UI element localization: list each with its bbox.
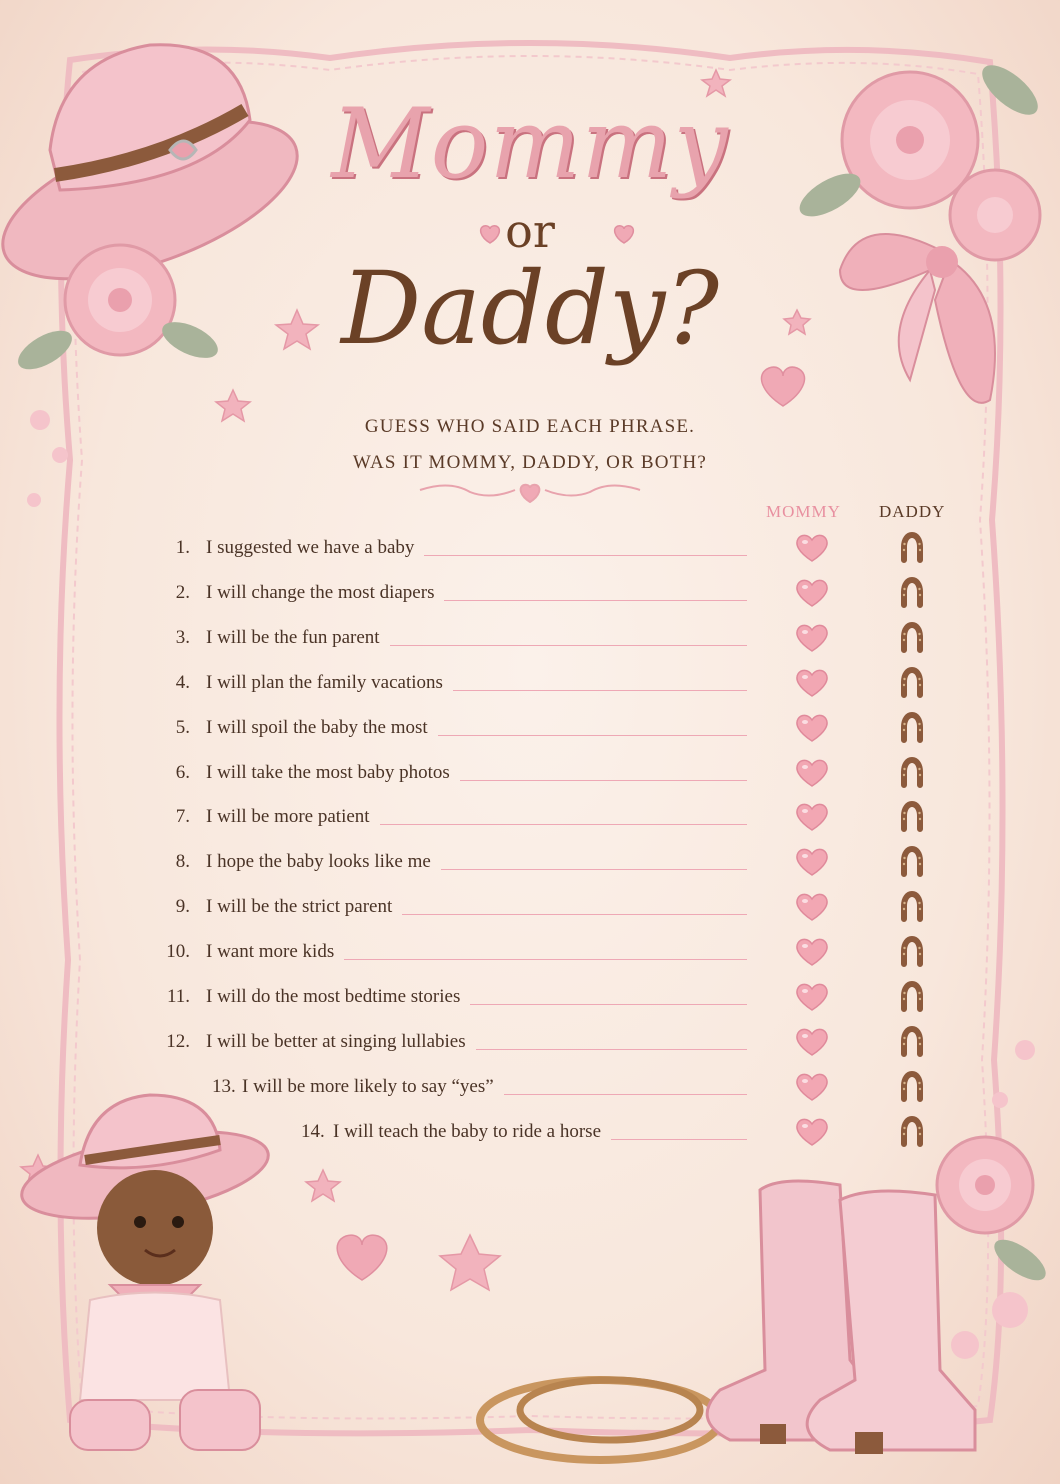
question-number: 6. — [175, 761, 190, 783]
question-number: 13. — [212, 1075, 236, 1097]
question-row — [0, 1076, 1060, 1106]
question-row — [0, 1031, 1060, 1061]
heart-icon[interactable] — [795, 1027, 829, 1057]
horseshoe-icon[interactable] — [896, 890, 928, 922]
answer-line[interactable] — [424, 555, 747, 556]
column-header-mommy: MOMMY — [766, 502, 841, 521]
answer-line[interactable] — [380, 824, 747, 825]
horseshoe-icon[interactable] — [896, 1115, 928, 1147]
heart-icon[interactable] — [795, 668, 829, 698]
question-number: 5. — [175, 716, 190, 738]
question-row — [0, 896, 1060, 926]
question-text: I will change the most diapers — [206, 581, 435, 603]
horseshoe-icon[interactable] — [896, 531, 928, 563]
question-number: 7. — [175, 806, 190, 828]
question-row — [0, 941, 1060, 971]
question-row — [0, 672, 1060, 702]
question-row — [0, 537, 1060, 567]
heart-icon[interactable] — [795, 533, 829, 563]
question-text: I will be the strict parent — [206, 896, 393, 918]
question-row — [0, 582, 1060, 612]
divider-flourish — [420, 485, 640, 502]
answer-line[interactable] — [460, 780, 747, 781]
question-number: 4. — [175, 671, 190, 693]
answer-line[interactable] — [390, 645, 747, 646]
horseshoe-icon[interactable] — [896, 756, 928, 788]
question-row — [0, 806, 1060, 836]
question-text: I will take the most baby photos — [206, 761, 450, 783]
answer-line[interactable] — [453, 690, 747, 691]
question-row — [0, 627, 1060, 657]
question-text: I hope the baby looks like me — [206, 851, 431, 873]
heart-icon[interactable] — [795, 758, 829, 788]
answer-line[interactable] — [441, 869, 747, 870]
question-text: I suggested we have a baby — [206, 537, 415, 558]
horseshoe-icon[interactable] — [896, 666, 928, 698]
question-text: I will be more patient — [206, 806, 370, 828]
question-text: I will be better at singing lullabies — [206, 1030, 466, 1052]
column-header-daddy: DADDY — [879, 502, 946, 521]
question-number: 8. — [175, 851, 190, 873]
question-row — [0, 762, 1060, 792]
answer-line[interactable] — [476, 1049, 747, 1050]
question-number: 12. — [166, 1030, 190, 1052]
instructions-line-1: GUESS WHO SAID EACH PHRASE. — [364, 416, 696, 437]
heart-icon[interactable] — [795, 578, 829, 608]
title-daddy: Daddy? — [341, 250, 719, 367]
heart-icon[interactable] — [795, 937, 829, 967]
horseshoe-icon[interactable] — [896, 576, 928, 608]
answer-line[interactable] — [470, 1004, 747, 1005]
heart-icon[interactable] — [795, 802, 829, 832]
heart-icon[interactable] — [795, 623, 829, 653]
heart-icon[interactable] — [795, 1117, 829, 1147]
question-text: I will spoil the baby the most — [206, 716, 428, 738]
horseshoe-icon[interactable] — [896, 800, 928, 832]
horseshoe-icon[interactable] — [896, 621, 928, 653]
title-mommy: Mommy — [331, 88, 729, 200]
horseshoe-icon[interactable] — [896, 1025, 928, 1057]
cowboy-boots-illustration — [480, 1181, 975, 1460]
question-number: 10. — [166, 941, 190, 963]
heart-icon[interactable] — [795, 713, 829, 743]
heart-icon[interactable] — [795, 982, 829, 1012]
heart-icon[interactable] — [795, 892, 829, 922]
question-row — [0, 1121, 1060, 1151]
answer-line[interactable] — [402, 914, 747, 915]
answer-line[interactable] — [504, 1094, 747, 1095]
question-row — [0, 851, 1060, 881]
question-text: I will be more likely to say “yes” — [242, 1075, 494, 1097]
answer-line[interactable] — [444, 600, 747, 601]
horseshoe-icon[interactable] — [896, 935, 928, 967]
question-number: 3. — [175, 626, 190, 648]
question-text: I want more kids — [206, 941, 335, 963]
question-text: I will do the most bedtime stories — [206, 986, 461, 1007]
answer-line[interactable] — [344, 959, 747, 960]
horseshoe-icon[interactable] — [896, 711, 928, 743]
question-row — [0, 986, 1060, 1016]
question-number: 14. — [301, 1120, 325, 1142]
question-number: 9. — [175, 896, 190, 918]
horseshoe-icon[interactable] — [896, 1070, 928, 1102]
heart-icon[interactable] — [795, 1072, 829, 1102]
horseshoe-icon[interactable] — [896, 845, 928, 877]
question-text: I will plan the family vacations — [206, 671, 443, 693]
question-row — [0, 717, 1060, 747]
question-number: 1. — [175, 537, 190, 558]
instructions-line-2: WAS IT MOMMY, DADDY, OR BOTH? — [352, 452, 708, 473]
question-number: 2. — [175, 581, 190, 603]
question-text: I will be the fun parent — [206, 626, 380, 648]
title-or: or — [505, 204, 555, 258]
horseshoe-icon[interactable] — [896, 980, 928, 1012]
answer-line[interactable] — [438, 735, 747, 736]
question-number: 11. — [166, 986, 190, 1007]
answer-line[interactable] — [611, 1139, 747, 1140]
question-text: I will teach the baby to ride a horse — [333, 1120, 602, 1142]
heart-icon[interactable] — [795, 847, 829, 877]
